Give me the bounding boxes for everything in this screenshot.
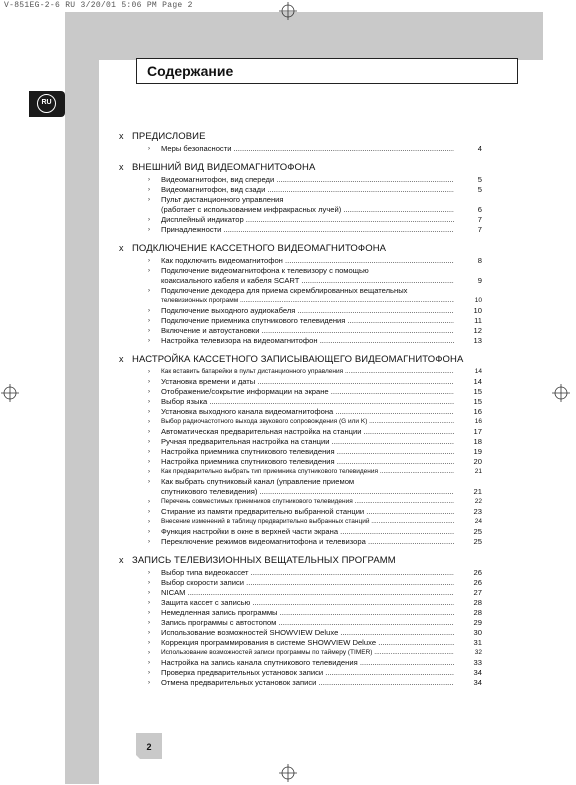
toc-page-number: 11 — [462, 316, 482, 326]
toc-entry[interactable] — [148, 618, 482, 628]
entry-bullet-icon: › — [148, 177, 150, 183]
toc-entry[interactable] — [148, 407, 482, 417]
toc-entry-label-text: Отображение/сокрытие информации на экране — [161, 387, 329, 396]
toc-entry-label-text: Автоматическая предварительная настройка на станции — [161, 427, 362, 436]
toc-entry-label — [161, 598, 454, 608]
toc-entry-label-text: Выбор языка — [161, 397, 208, 406]
section-heading — [119, 555, 396, 566]
toc-page-number: 7 — [462, 225, 482, 235]
entry-bullet-icon: › — [148, 399, 150, 405]
entry-bullet-icon: › — [148, 197, 150, 203]
toc-entry-label-text: Как вставить батарейки в пульт дистанционного управления — [161, 368, 344, 375]
entry-bullet-icon: › — [148, 479, 150, 485]
toc-entry-label-text: Внесение изменений в таблицу предварительно выбранных станций — [161, 518, 370, 525]
toc-entry[interactable] — [148, 296, 482, 306]
entry-bullet-icon: › — [148, 590, 150, 596]
toc-entry-label — [161, 377, 454, 387]
toc-entry[interactable] — [148, 678, 482, 688]
toc-entry-label-text: Перечень совместимых приемников спутникового телевидения — [161, 498, 353, 505]
toc-entry-continuation — [161, 276, 454, 286]
toc-entry-label — [161, 507, 454, 517]
toc-entry[interactable] — [148, 608, 482, 618]
toc-page-number: 5 — [462, 185, 482, 195]
toc-entry-label — [161, 537, 454, 547]
toc-entry[interactable] — [148, 185, 482, 195]
toc-page-number: 26 — [462, 578, 482, 588]
toc-entry-label — [161, 588, 454, 598]
toc-page-number: 24 — [462, 517, 482, 527]
toc-page-number: 31 — [462, 638, 482, 648]
toc-entry[interactable] — [148, 487, 482, 497]
language-badge-label: RU — [37, 94, 56, 113]
section-heading — [119, 131, 206, 142]
toc-entry-label-text: Подключение выходного аудиокабеля — [161, 306, 296, 315]
toc-page-number: 4 — [462, 144, 482, 154]
toc-entry-label — [161, 497, 454, 507]
toc-entry-label-text: Настройка телевизора на видеомагнитофон — [161, 336, 318, 345]
toc-page-number: 10 — [462, 296, 482, 306]
toc-page-number: 23 — [462, 507, 482, 517]
toc-entry[interactable] — [148, 306, 482, 316]
toc-entry[interactable] — [148, 397, 482, 407]
entry-bullet-icon: › — [148, 630, 150, 636]
toc-entry-continuation-text: коаксиального кабеля и кабеля SCART — [161, 276, 300, 285]
toc-page-number: 5 — [462, 175, 482, 185]
entry-bullet-icon: › — [148, 660, 150, 666]
toc-entry-label — [161, 417, 454, 427]
toc-entry-label — [161, 185, 454, 195]
toc-entry-label-text: Видеомагнитофон, вид спереди — [161, 175, 275, 184]
toc-page-number: 6 — [462, 205, 482, 215]
entry-bullet-icon: › — [148, 328, 150, 334]
toc-entry[interactable] — [148, 467, 482, 477]
toc-entry-label-text: Как предварительно выбрать тип приемника спутникового телевидения — [161, 468, 379, 475]
entry-bullet-icon: › — [148, 610, 150, 616]
section-title: ЗАПИСЬ ТЕЛЕВИЗИОННЫХ ВЕЩАТЕЛЬНЫХ ПРОГРАММ — [132, 555, 396, 566]
registration-mark-icon — [279, 2, 297, 20]
toc-entry-label: Подключение видеомагнитофона к телевизору с помощью — [161, 266, 369, 275]
toc-page-number: 34 — [462, 668, 482, 678]
toc-page-number: 30 — [462, 628, 482, 638]
toc-entry-label-text: Стирание из памяти предварительно выбранной станции — [161, 507, 365, 516]
toc-page-number: 34 — [462, 678, 482, 688]
section-title: ВНЕШНИЙ ВИД ВИДЕОМАГНИТОФОНА — [132, 162, 316, 173]
entry-bullet-icon: › — [148, 620, 150, 626]
toc-entry[interactable] — [148, 517, 482, 527]
registration-mark-icon — [279, 764, 297, 782]
section-heading — [119, 162, 315, 173]
toc-entry-label — [161, 638, 454, 648]
toc-page-number: 14 — [462, 367, 482, 377]
registration-mark-icon — [552, 384, 570, 402]
entry-bullet-icon: › — [148, 539, 150, 545]
toc-entry[interactable] — [148, 568, 482, 578]
toc-entry-label-text: Настройка на запись канала спутникового телевидения — [161, 658, 358, 667]
toc-entry-label — [161, 658, 454, 668]
entry-bullet-icon: › — [148, 600, 150, 606]
toc-page-number: 12 — [462, 326, 482, 336]
toc-entry-label-text: Использование возможностей SHOWVIEW Deluxe — [161, 628, 339, 637]
toc-entry-label-text: Дисплейный индикатор — [161, 215, 244, 224]
toc-entry-label — [161, 316, 454, 326]
toc-entry-label — [161, 628, 454, 638]
toc-page-number: 21 — [462, 487, 482, 497]
toc-entry-label — [161, 467, 454, 477]
toc-entry-label-text: Использование возможностей записи программы по таймеру (TIMER) — [161, 649, 373, 656]
toc-entry-label: Как выбрать спутниковый канал (управление приемом — [161, 477, 355, 486]
toc-entry-label — [161, 256, 454, 266]
toc-entry-label — [161, 387, 454, 397]
section-bullet-icon: x — [119, 354, 124, 364]
registration-mark-icon — [1, 384, 19, 402]
toc-page-number: 29 — [462, 618, 482, 628]
toc-entry-label — [161, 367, 454, 377]
toc-page-number: 22 — [462, 497, 482, 507]
toc-entry-label-text: Настройка приемника спутникового телевидения — [161, 457, 335, 466]
toc-page-number: 32 — [462, 648, 482, 658]
toc-entry-label — [161, 618, 454, 628]
page-title: Содержание — [147, 63, 234, 79]
toc-entry-label-text: NICAM — [161, 588, 186, 597]
entry-bullet-icon: › — [148, 308, 150, 314]
toc-entry[interactable] — [148, 336, 482, 346]
entry-bullet-icon: › — [148, 670, 150, 676]
toc-entry[interactable] — [148, 507, 482, 517]
toc-entry[interactable] — [148, 387, 482, 397]
entry-bullet-icon: › — [148, 449, 150, 455]
toc-entry[interactable] — [148, 427, 482, 437]
entry-bullet-icon: › — [148, 469, 150, 475]
toc-entry-label: Подключение декодера для приема скремблированных вещательных — [161, 286, 408, 295]
toc-entry-continuation — [161, 205, 454, 215]
toc-page-number: 25 — [462, 527, 482, 537]
toc-entry[interactable] — [148, 578, 482, 588]
toc-entry-label — [161, 397, 454, 407]
section-title: НАСТРОЙКА КАССЕТНОГО ЗАПИСЫВАЮЩЕГО ВИДЕОМАГНИТОФОНА — [132, 354, 464, 365]
toc-entry-label — [161, 578, 454, 588]
entry-bullet-icon: › — [148, 318, 150, 324]
toc-page-number: 26 — [462, 568, 482, 578]
toc-entry-label-text: Отмена предварительных установок записи — [161, 678, 317, 687]
print-header: V-851EG-2-6 RU 3/20/01 5:06 PM Page 2 — [4, 1, 193, 10]
entry-bullet-icon: › — [148, 217, 150, 223]
toc-entry-label — [161, 457, 454, 467]
toc-entry-label — [161, 437, 454, 447]
toc-entry-label-text: Включение и автоустановки — [161, 326, 260, 335]
language-badge — [29, 91, 65, 117]
toc-page-number: 25 — [462, 537, 482, 547]
entry-bullet-icon: › — [148, 258, 150, 264]
entry-bullet-icon: › — [148, 187, 150, 193]
toc-entry[interactable] — [148, 175, 482, 185]
section-bullet-icon: x — [119, 162, 124, 172]
toc-entry[interactable] — [148, 256, 482, 266]
toc-entry-label — [161, 407, 454, 417]
toc-entry[interactable] — [148, 457, 482, 467]
entry-bullet-icon: › — [148, 288, 150, 294]
toc-entry-label-text: Меры безопасности — [161, 144, 232, 153]
entry-bullet-icon: › — [148, 459, 150, 465]
entry-bullet-icon: › — [148, 429, 150, 435]
toc-entry-label-text: Запись программы с автостопом — [161, 618, 277, 627]
toc-entry-label-text: Как подключить видеомагнитофон — [161, 256, 283, 265]
toc-entry-continuation — [161, 296, 454, 306]
section-bullet-icon: x — [119, 555, 124, 565]
toc-entry[interactable] — [148, 497, 482, 507]
toc-entry-label — [161, 648, 454, 658]
toc-page-number: 15 — [462, 397, 482, 407]
toc-entry[interactable] — [148, 537, 482, 547]
entry-bullet-icon: › — [148, 409, 150, 415]
entry-bullet-icon: › — [148, 439, 150, 445]
entry-bullet-icon: › — [148, 509, 150, 515]
toc-entry[interactable] — [148, 668, 482, 678]
toc-entry-label-text: Функция настройки в окне в верхней части экрана — [161, 527, 339, 536]
entry-bullet-icon: › — [148, 580, 150, 586]
toc-entry-continuation — [161, 487, 454, 497]
toc-entry[interactable] — [148, 205, 482, 215]
toc-entry-label — [161, 175, 454, 185]
toc-page-number: 28 — [462, 608, 482, 618]
toc-entry-label-text: Выбор типа видеокассет — [161, 568, 249, 577]
toc-entry[interactable] — [148, 377, 482, 387]
toc-page-number: 16 — [462, 407, 482, 417]
toc-page-number: 8 — [462, 256, 482, 266]
toc-entry-label — [161, 568, 454, 578]
entry-bullet-icon: › — [148, 268, 150, 274]
toc-entry-label-text: Установка выходного канала видеомагнитофона — [161, 407, 334, 416]
toc-entry-label — [161, 608, 454, 618]
toc-entry-label — [161, 144, 454, 154]
page-title-box — [136, 58, 518, 84]
toc-entry-label-text: Немедленная запись программы — [161, 608, 278, 617]
toc-entry-label-text: Переключение режимов видеомагнитофона и телевизора — [161, 537, 366, 546]
toc-page-number: 9 — [462, 276, 482, 286]
toc-entry[interactable] — [148, 648, 482, 658]
entry-bullet-icon: › — [148, 419, 150, 425]
toc-entry-label-text: Проверка предварительных установок записи — [161, 668, 324, 677]
entry-bullet-icon: › — [148, 379, 150, 385]
toc-entry[interactable] — [148, 447, 482, 457]
toc-entry[interactable] — [148, 598, 482, 608]
entry-bullet-icon: › — [148, 570, 150, 576]
section-heading — [119, 354, 463, 365]
entry-bullet-icon: › — [148, 338, 150, 344]
toc-entry-label — [161, 427, 454, 437]
toc-entry-label-text: Подключение приемника спутникового телевидения — [161, 316, 346, 325]
toc-entry-label — [161, 306, 454, 316]
toc-entry-label — [161, 678, 454, 688]
toc-page-number: 14 — [462, 377, 482, 387]
toc-entry-label-text: Выбор радиочастотного выхода звукового сопровождения (G или K) — [161, 418, 368, 425]
toc-entry-label-text: Выбор скорости записи — [161, 578, 245, 587]
section-bullet-icon: x — [119, 131, 124, 141]
toc-entry[interactable] — [148, 225, 482, 235]
toc-entry-label-text: Настройка приемника спутникового телевидения — [161, 447, 335, 456]
toc-entry-label — [161, 326, 454, 336]
toc-entry-label-text: Принадлежности — [161, 225, 222, 234]
toc-entry-label-text: Защита кассет с записью — [161, 598, 251, 607]
toc-entry[interactable] — [148, 326, 482, 336]
toc-page-number: 21 — [462, 467, 482, 477]
toc-entry-label — [161, 336, 454, 346]
section-bullet-icon: x — [119, 243, 124, 253]
toc-entry-label — [161, 215, 454, 225]
entry-bullet-icon: › — [148, 640, 150, 646]
toc-entry-continuation-text: телевизионных программ — [161, 297, 239, 304]
toc-page-number: 10 — [462, 306, 482, 316]
entry-bullet-icon: › — [148, 227, 150, 233]
entry-bullet-icon: › — [148, 519, 150, 525]
toc-entry-continuation-text: (работает с использованием инфракрасных лучей) — [161, 205, 342, 214]
section-title: ПРЕДИСЛОВИЕ — [132, 131, 206, 142]
toc-entry-label-text: Видеомагнитофон, вид сзади — [161, 185, 266, 194]
toc-entry-label — [161, 225, 454, 235]
toc-entry-label-text: Установка времени и даты — [161, 377, 256, 386]
toc-entry-label — [161, 527, 454, 537]
toc-page-number: 28 — [462, 598, 482, 608]
section-title: ПОДКЛЮЧЕНИЕ КАССЕТНОГО ВИДЕОМАГНИТОФОНА — [132, 243, 387, 254]
toc-page-number: 27 — [462, 588, 482, 598]
page-number: 2 — [146, 742, 152, 752]
toc-entry[interactable] — [148, 588, 482, 598]
toc-entry[interactable] — [148, 276, 482, 286]
entry-bullet-icon: › — [148, 529, 150, 535]
entry-bullet-icon: › — [148, 369, 150, 375]
toc-entry[interactable] — [148, 658, 482, 668]
toc-entry-label — [161, 668, 454, 678]
toc-page-number: 13 — [462, 336, 482, 346]
toc-entry[interactable] — [148, 417, 482, 427]
toc-entry-label: Пульт дистанционного управления — [161, 195, 284, 204]
toc-page-number: 19 — [462, 447, 482, 457]
toc-page-number: 18 — [462, 437, 482, 447]
toc-page-number: 17 — [462, 427, 482, 437]
toc-page-number: 7 — [462, 215, 482, 225]
toc-entry[interactable] — [148, 144, 482, 154]
toc-entry-label-text: Коррекция программирования в системе SHOWVIEW Deluxe — [161, 638, 377, 647]
toc-entry[interactable] — [148, 638, 482, 648]
toc-entry-label-text: Ручная предварительная настройка на станции — [161, 437, 330, 446]
entry-bullet-icon: › — [148, 680, 150, 686]
toc-entry-label — [161, 517, 454, 527]
toc-page-number: 16 — [462, 417, 482, 427]
entry-bullet-icon: › — [148, 650, 150, 656]
entry-bullet-icon: › — [148, 146, 150, 152]
toc-entry-label — [161, 447, 454, 457]
toc-entry[interactable] — [148, 215, 482, 225]
toc-page-number: 15 — [462, 387, 482, 397]
toc-page-number: 20 — [462, 457, 482, 467]
page-number-tab — [136, 733, 162, 759]
toc-entry[interactable] — [148, 628, 482, 638]
entry-bullet-icon: › — [148, 499, 150, 505]
section-heading — [119, 243, 386, 254]
toc-entry[interactable] — [148, 367, 482, 377]
toc-entry[interactable] — [148, 437, 482, 447]
toc-entry-continuation-text: спутникового телевидения) — [161, 487, 258, 496]
toc-page-number: 33 — [462, 658, 482, 668]
toc-entry[interactable] — [148, 527, 482, 537]
entry-bullet-icon: › — [148, 389, 150, 395]
toc-entry[interactable] — [148, 316, 482, 326]
